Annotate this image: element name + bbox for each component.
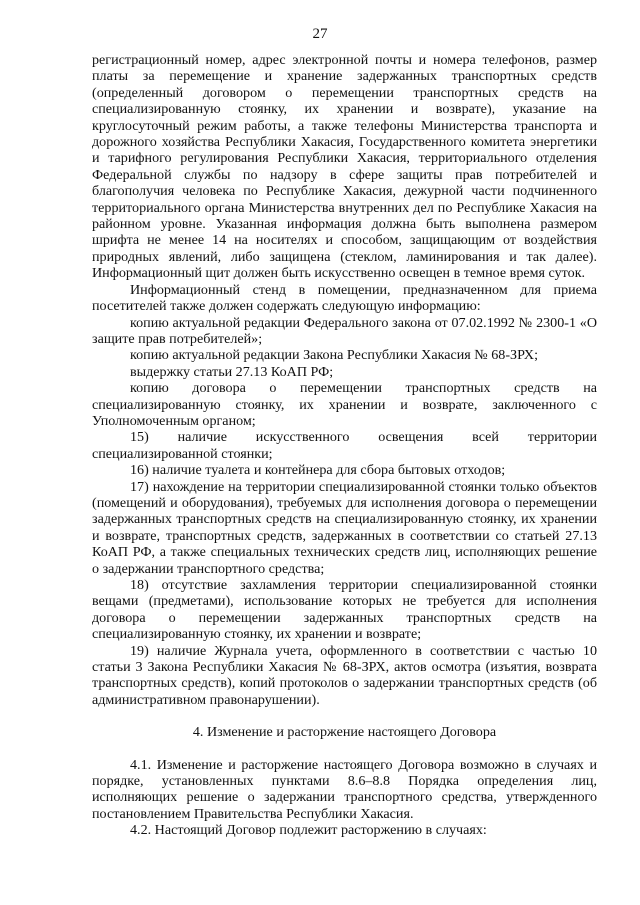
paragraph-4-1: 4.1. Изменение и расторжение настоящего Договора возможно в случаях и порядке, установленных пунктами 8.6–8.8 Порядка определения лиц, исполняющих решение о задержании транспортного средства, утвержденного постановлением Правительства Республики Хакасия. — [92, 756, 597, 822]
list-item-consumer-law-copy: копию актуальной редакции Федерального закона от 07.02.1992 № 2300-1 «О защите прав потребителей»; — [92, 314, 597, 347]
list-item-contract-copy: копию договора о перемещении транспортных средств на специализированную стоянку, их хранении и возврате, заключенного с Уполномоченным органом; — [92, 380, 597, 429]
paragraph-4-2: 4.2. Настоящий Договор подлежит расторжению в случаях: — [130, 822, 487, 839]
list-item-16-toilet: 16) наличие туалета и контейнера для сбора бытовых отходов; — [130, 462, 506, 479]
list-item-17-objects: 17) нахождение на территории специализированной стоянки только объектов (помещений и оборудования), требуемых для исполнения договора о перемещении задержанных транспортных средств на специализированную стоянку, их хранении и возврате, транспортных средств, задержанных в соответствии со статьей 27.13 КоАП РФ, а также специальных технических средств лиц, исполняющих решение о задержании транспортного средства; — [92, 478, 597, 577]
document-body — [92, 52, 597, 839]
list-item-regional-law-copy: копию актуальной редакции Закона Республики Хакасия № 68-ЗРХ; — [130, 347, 539, 364]
paragraph-info-board-details: регистрационный номер, адрес электронной почты и номера телефонов, размер платы за перемещение и хранение задержанных транспортных средств (определенный договором о перемещении транспортных средств на специализированную стоянку, их хранении и возврате), указание на круглосуточный режим работы, а также телефоны Министерства транспорта и дорожного хозяйства Республики Хакасия, Государственного комитета энергетики и тарифного регулирования Республики Хакасия, территориального отделения Федеральной службы по надзору в сфере защиты прав потребителей и благополучия человека по Республике Хакасия, дежурной части подчиненного территориального органа Министерства внутренних дел по Республике Хакасия на районном уровне. Указанная информация должна быть выполнена размером шрифта не менее 14 на носителях и способом, защищающим от воздействия природных явлений, либо защищена (стеклом, ламинирования и так далее). Информационный щит должен быть искусственно освещен в темное время суток. — [92, 52, 597, 282]
list-item-koap-excerpt: выдержку статьи 27.13 КоАП РФ; — [130, 363, 334, 380]
list-item-18-no-clutter: 18) отсутствие захламления территории специализированной стоянки вещами (предметами), использование которых не требуется для исполнения договора о перемещении задержанных транспортных средств на специализированную стоянку, их хранении и возврате; — [92, 577, 597, 643]
page-number: 27 — [312, 26, 328, 42]
paragraph-info-stand-intro: Информационный стенд в помещении, предназначенном для приема посетителей также должен содержать следующую информацию: — [92, 281, 597, 315]
list-item-15-lighting: 15) наличие искусственного освещения всей территории специализированной стоянки; — [92, 429, 597, 462]
section-heading: 4. Изменение и расторжение настоящего Договора — [192, 724, 497, 741]
list-item-19-journal: 19) наличие Журнала учета, оформленного в соответствии с частью 10 статьи 3 Закона Республики Хакасия № 68-ЗРХ, актов осмотра (изъятия, возврата транспортных средств), копий протоколов о задержании транспортных средств (об административном правонарушении). — [92, 642, 597, 708]
